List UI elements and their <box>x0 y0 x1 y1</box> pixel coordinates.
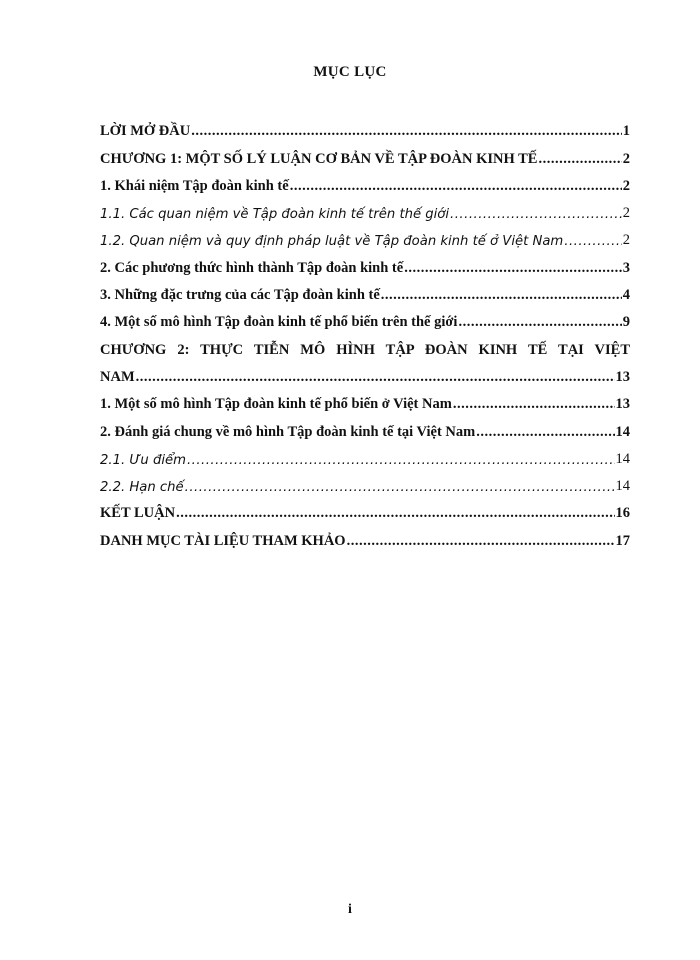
toc-entry[interactable] <box>100 249 630 276</box>
toc-entry[interactable] <box>100 441 630 468</box>
toc-entry[interactable] <box>100 413 630 440</box>
toc-entry-page: 13 <box>615 396 630 413</box>
toc-leader-dots <box>564 234 621 249</box>
toc-leader-dots <box>458 314 621 331</box>
toc-entry-text: LỜI MỞ ĐẦU <box>100 123 191 140</box>
toc-leader-dots <box>290 178 622 195</box>
page-number: i <box>348 902 352 917</box>
toc-entry[interactable] <box>100 495 630 522</box>
toc-leader-dots <box>187 453 615 468</box>
toc-entry-page: 9 <box>622 314 630 331</box>
toc-entry-page: 14 <box>615 423 630 440</box>
toc-leader-dots <box>453 396 615 413</box>
toc-entry[interactable] <box>100 359 630 386</box>
toc-entry-text: CHƯƠNG 2: THỰC TIỄN MÔ HÌNH TẬP ĐOÀN KINH TẾ TẠI VIỆT <box>100 341 630 358</box>
toc-entry[interactable] <box>100 468 630 495</box>
toc-entry-text: CHƯƠNG 1: MỘT SỐ LÝ LUẬN CƠ BẢN VỀ TẬP ĐOÀN KINH TẾ <box>100 150 538 167</box>
toc-entry-text: 4. Một số mô hình Tập đoàn kinh tế phổ biến trên thế giới <box>100 314 458 331</box>
toc-entry-wrapped-line[interactable] <box>100 331 630 358</box>
toc-leader-dots <box>136 369 615 386</box>
toc-leader-dots <box>176 505 614 522</box>
toc-entry-page: 1 <box>622 123 630 140</box>
toc-entry-page: 2 <box>622 232 630 249</box>
toc-entry[interactable] <box>100 168 630 195</box>
toc-entry-text: NAM <box>100 368 135 385</box>
toc-entry-text: 1. Một số mô hình Tập đoàn kinh tế phổ biến ở Việt Nam <box>100 396 452 413</box>
toc-entry-text: 2. Các phương thức hình thành Tập đoàn kinh tế <box>100 259 404 276</box>
toc-entry-text: 2. Đánh giá chung về mô hình Tập đoàn kinh tế tại Việt Nam <box>100 423 476 440</box>
toc-leader-dots <box>404 260 622 277</box>
toc-entry[interactable] <box>100 113 630 140</box>
toc-leader-dots <box>381 287 622 304</box>
toc-entry[interactable] <box>100 195 630 222</box>
toc-entry-page: 2 <box>622 205 630 222</box>
toc-entry[interactable] <box>100 222 630 249</box>
toc-entry[interactable] <box>100 304 630 331</box>
toc-leader-dots <box>347 533 615 550</box>
toc-entry-page: 3 <box>622 259 630 276</box>
toc-entry-page: 2 <box>622 150 630 167</box>
toc-leader-dots <box>191 123 622 140</box>
toc-entry-text: KẾT LUẬN <box>100 505 176 522</box>
toc-entry-text: 1.2. Quan niệm và quy định pháp luật về Tập đoàn kinh tế ở Việt Nam <box>100 234 564 250</box>
toc-entry-text: 2.2. Hạn chế <box>100 480 184 496</box>
toc-entry[interactable] <box>100 386 630 413</box>
toc-entry-page: 16 <box>615 505 630 522</box>
toc-entry-page: 4 <box>622 287 630 304</box>
toc-entry[interactable] <box>100 277 630 304</box>
toc-entry-page: 17 <box>615 532 630 549</box>
toc-leader-dots <box>450 207 622 222</box>
toc-leader-dots <box>538 151 621 168</box>
toc-entry-text: DANH MỤC TÀI LIỆU THAM KHẢO <box>100 532 346 549</box>
toc-entry-page: 14 <box>615 450 630 467</box>
page-title: MỤC LỤC <box>313 64 387 80</box>
table-of-contents <box>100 113 630 550</box>
toc-entry-text: 1.1. Các quan niệm về Tập đoàn kinh tế trên thế giới <box>100 207 450 223</box>
toc-entry-page: 13 <box>615 368 630 385</box>
toc-entry-text: 2.1. Ưu điểm <box>100 452 186 468</box>
toc-entry[interactable] <box>100 140 630 167</box>
toc-leader-dots <box>476 424 614 441</box>
toc-entry[interactable] <box>100 522 630 549</box>
toc-entry-text: 1. Khái niệm Tập đoàn kinh tế <box>100 177 289 194</box>
toc-entry-page: 14 <box>615 478 630 495</box>
toc-leader-dots <box>185 480 615 495</box>
toc-entry-text: 3. Những đặc trưng của các Tập đoàn kinh tế <box>100 287 380 304</box>
toc-entry-page: 2 <box>622 177 630 194</box>
